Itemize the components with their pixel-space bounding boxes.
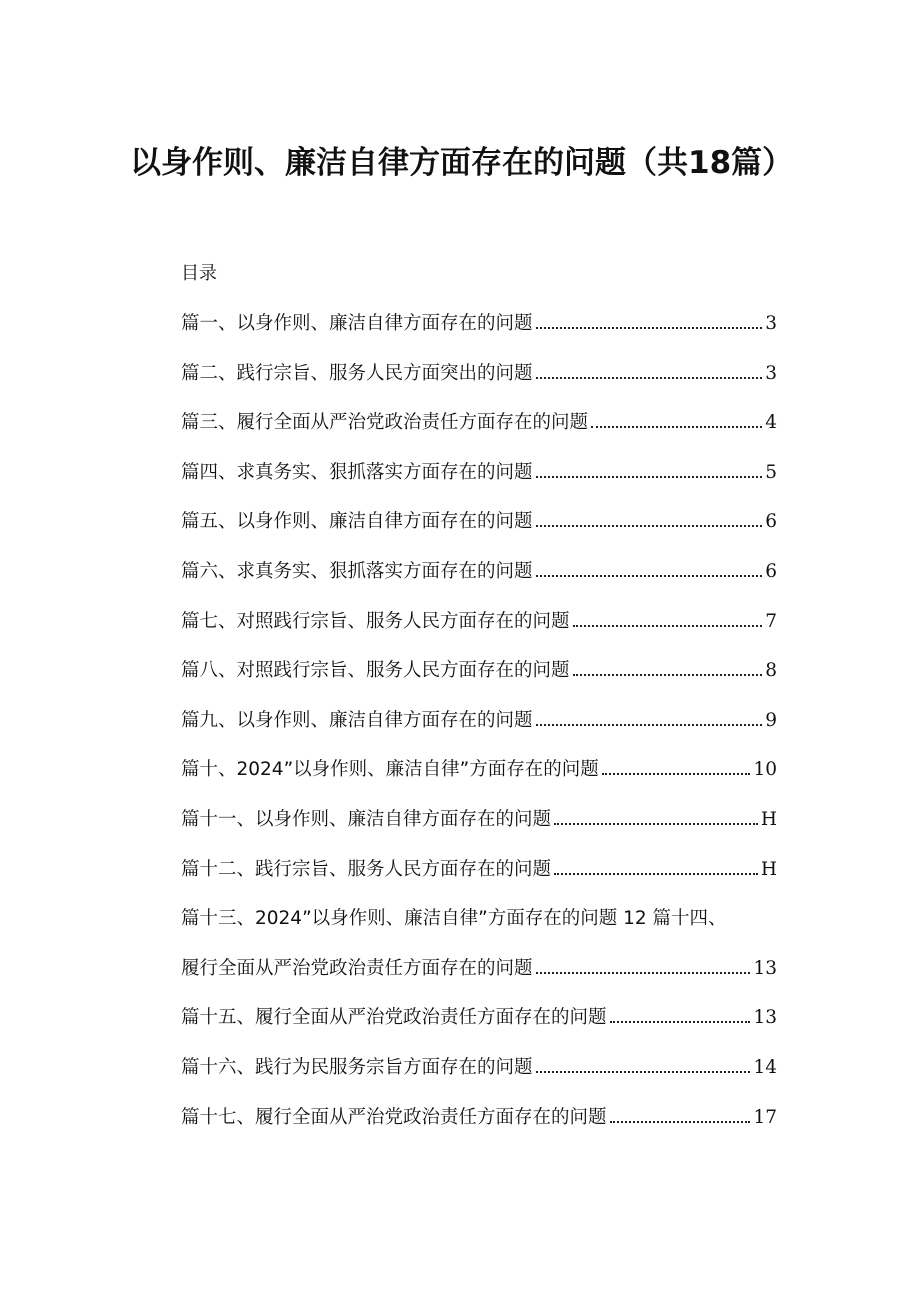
toc-page-number: 7: [765, 610, 777, 632]
toc-entry-label: 篇五、以身作则、廉洁自律方面存在的问题: [181, 511, 533, 533]
toc-entry[interactable]: [181, 505, 777, 555]
toc-entry[interactable]: [181, 456, 777, 506]
toc-entry[interactable]: [181, 654, 777, 704]
toc-entry-label: 篇十、2024”以身作则、廉洁自律”方面存在的问题: [181, 759, 599, 781]
toc-entry-label: 篇一、以身作则、廉洁自律方面存在的问题: [181, 313, 533, 334]
toc-entry[interactable]: [181, 1001, 777, 1051]
toc-leader-dots: [610, 1121, 751, 1123]
toc-leader-dots: [602, 773, 751, 775]
document-title: 以身作则、廉洁自律方面存在的问题（共18篇）: [130, 145, 794, 181]
toc-page-number: 6: [765, 560, 777, 582]
toc-entry[interactable]: [181, 753, 777, 803]
toc-entry-label: 篇十二、践行宗旨、服务人民方面存在的问题: [181, 858, 552, 880]
toc-page-number: 8: [765, 660, 777, 682]
toc-leader-dots: [573, 625, 763, 627]
toc-page-number: 3: [765, 313, 777, 334]
toc-entry[interactable]: [181, 357, 777, 407]
toc-leader-dots: [610, 1021, 751, 1023]
toc-page-number: 13: [753, 1007, 777, 1029]
toc-leader-dots: [536, 724, 763, 726]
toc-entry[interactable]: [181, 704, 777, 754]
toc-entry[interactable]: [181, 406, 777, 456]
toc-entry-label: 篇七、对照践行宗旨、服务人民方面存在的问题: [181, 610, 570, 632]
toc-entry-label: 篇三、履行全面从严治党政治责任方面存在的问题: [181, 412, 589, 434]
toc-leader-dots: [536, 575, 763, 577]
toc-entry-label: 篇十五、履行全面从严治党政治责任方面存在的问题: [181, 1007, 607, 1029]
toc-entry-label: 篇十七、履行全面从严治党政治责任方面存在的问题: [181, 1106, 607, 1128]
toc-entry-label: 篇十三、2024”以身作则、廉洁自律”方面存在的问题 12 篇十四、: [181, 908, 727, 930]
toc-entry-label: 篇十一、以身作则、廉洁自律方面存在的问题: [181, 808, 552, 830]
toc-entry[interactable]: [181, 803, 777, 853]
toc-page-number: 9: [765, 709, 777, 731]
toc-entry[interactable]: [181, 952, 777, 1002]
toc-page-number: 13: [753, 957, 777, 979]
toc-entry[interactable]: [181, 1101, 777, 1151]
toc-entry-label: 篇九、以身作则、廉洁自律方面存在的问题: [181, 709, 533, 731]
toc-entry-label: 履行全面从严治党政治责任方面存在的问题: [181, 957, 533, 979]
toc-page-number: 6: [765, 511, 777, 533]
toc-leader-dots: [573, 674, 763, 676]
toc-page-number: 14: [753, 1056, 777, 1078]
toc-entry[interactable]: [181, 307, 777, 357]
toc-leader-dots: [536, 327, 763, 329]
table-of-contents: [181, 307, 777, 1150]
toc-leader-dots: [536, 525, 763, 527]
toc-entry-label: 篇六、求真务实、狠抓落实方面存在的问题: [181, 560, 533, 582]
toc-leader-dots: [536, 1071, 751, 1073]
toc-entry-label: 篇八、对照践行宗旨、服务人民方面存在的问题: [181, 660, 570, 682]
toc-entry[interactable]: [181, 902, 777, 952]
toc-heading: 目录: [181, 263, 217, 284]
toc-page-number: 10: [753, 759, 777, 781]
toc-leader-dots: [536, 476, 763, 478]
toc-entry-label: 篇十六、践行为民服务宗旨方面存在的问题: [181, 1056, 533, 1078]
toc-entry-label: 篇二、践行宗旨、服务人民方面突出的问题: [181, 362, 533, 384]
toc-page-number: 3: [765, 362, 777, 384]
toc-entry[interactable]: [181, 1051, 777, 1101]
toc-leader-dots: [536, 972, 751, 974]
toc-page-number: H: [760, 808, 777, 830]
toc-leader-dots: [554, 823, 758, 825]
toc-leader-dots: [536, 377, 763, 379]
toc-entry[interactable]: [181, 555, 777, 605]
toc-leader-dots: [591, 426, 762, 428]
toc-page-number: 5: [765, 461, 777, 483]
toc-entry[interactable]: [181, 605, 777, 655]
toc-page-number: 17: [753, 1106, 777, 1128]
toc-page-number: 4: [765, 412, 777, 434]
toc-entry-label: 篇四、求真务实、狠抓落实方面存在的问题: [181, 461, 533, 483]
toc-leader-dots: [554, 873, 758, 875]
toc-entry[interactable]: [181, 853, 777, 903]
toc-page-number: H: [760, 858, 777, 880]
